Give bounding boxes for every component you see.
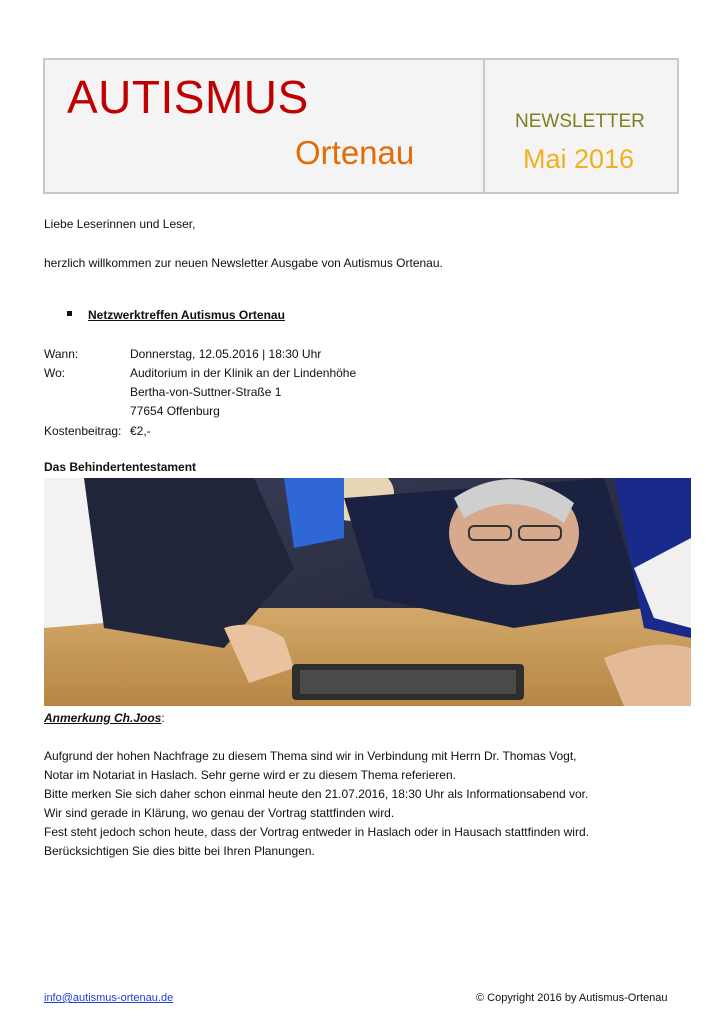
brand-title: AUTISMUS [67, 71, 309, 123]
brand-panel [45, 60, 485, 192]
section-title: Das Behindertentestament [44, 460, 197, 474]
newsletter-label: NEWSLETTER [515, 111, 645, 132]
paragraph-line: Fest steht jedoch schon heute, dass der Vortrag entweder in Haslach oder in Hausach stattfinden wird. [44, 825, 589, 839]
where-line: Bertha-von-Suttner-Straße 1 [130, 385, 282, 399]
where-line: 77654 Offenburg [130, 404, 220, 418]
note-heading [44, 711, 165, 726]
where-label: Wo: [44, 366, 66, 380]
paragraph-line: Aufgrund der hohen Nachfrage zu diesem Thema sind wir in Verbindung mit Herrn Dr. Thomas Vogt, [44, 749, 577, 763]
photo-people-at-computer [44, 478, 691, 706]
paragraph-line: Wir sind gerade in Klärung, wo genau der Vortrag stattfinden wird. [44, 806, 395, 820]
cost-value: €2,- [130, 424, 151, 438]
when-label: Wann: [44, 347, 79, 361]
issue-date: Mai 2016 [523, 144, 635, 174]
event-title: Netzwerktreffen Autismus Ortenau [88, 308, 285, 322]
paragraph-line: Bitte merken Sie sich daher schon einmal heute den 21.07.2016, 18:30 Uhr als Informationsabend vor. [44, 787, 589, 801]
welcome-text: herzlich willkommen zur neuen Newsletter Ausgabe von Autismus Ortenau. [44, 256, 443, 270]
paragraph-line: Berücksichtigen Sie dies bitte bei Ihren Planungen. [44, 844, 315, 858]
paragraph-line: Notar im Notariat in Haslach. Sehr gerne wird er zu diesem Thema referieren. [44, 768, 456, 782]
brand-subtitle: Ortenau [295, 134, 415, 171]
photo-illustration [44, 478, 691, 706]
newsletter-header [43, 58, 679, 194]
copyright: © Copyright 2016 by Autismus-Ortenau [476, 992, 668, 1004]
note-label: Anmerkung Ch.Joos [44, 711, 162, 725]
note-colon: : [161, 711, 165, 725]
cost-label: Kostenbeitrag: [44, 424, 122, 438]
email-link[interactable]: info@autismus-ortenau.de [44, 992, 174, 1004]
greeting: Liebe Leserinnen und Leser, [44, 217, 196, 231]
where-line: Auditorium in der Klinik an der Lindenhöhe [130, 366, 357, 380]
bullet-icon [67, 311, 72, 316]
when-value: Donnerstag, 12.05.2016 | 18:30 Uhr [130, 347, 322, 361]
